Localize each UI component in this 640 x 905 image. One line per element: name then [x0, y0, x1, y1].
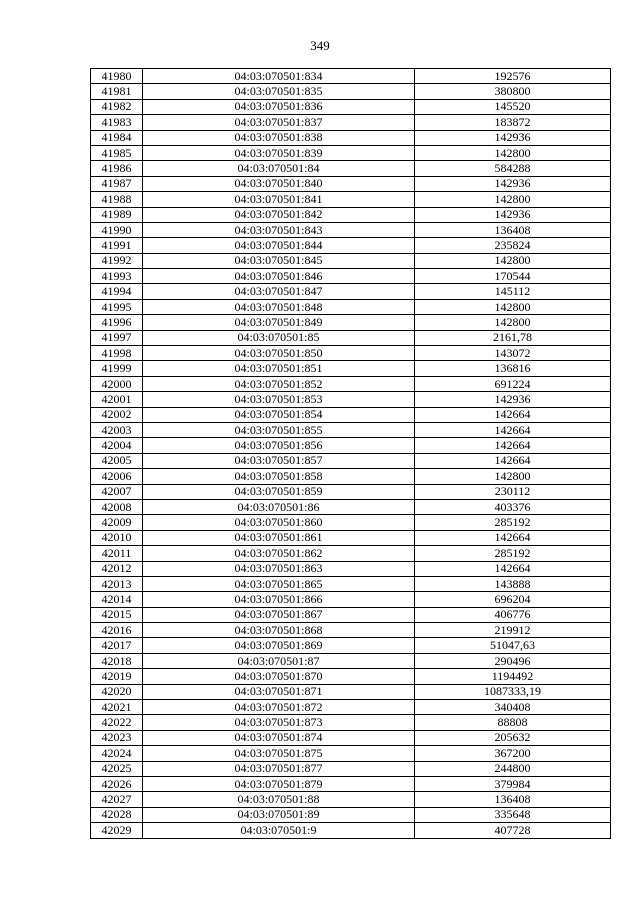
cadastral-number-cell: 04:03:070501:857 [143, 453, 415, 468]
table-row [91, 546, 611, 561]
value-cell: 145112 [415, 284, 611, 299]
cadastral-number-cell: 04:03:070501:834 [143, 69, 415, 84]
value-cell: 136408 [415, 222, 611, 237]
table-row [91, 715, 611, 730]
row-number-cell: 41992 [91, 253, 143, 268]
value-cell: 335648 [415, 807, 611, 822]
cadastral-number-cell: 04:03:070501:838 [143, 130, 415, 145]
cadastral-number-cell: 04:03:070501:9 [143, 823, 415, 838]
table-row [91, 407, 611, 422]
page-number: 349 [310, 38, 330, 53]
cadastral-number-cell: 04:03:070501:854 [143, 407, 415, 422]
value-cell: 142936 [415, 207, 611, 222]
cadastral-number-cell: 04:03:070501:88 [143, 792, 415, 807]
cadastral-number-cell: 04:03:070501:860 [143, 515, 415, 530]
table-row [91, 561, 611, 576]
table-row [91, 730, 611, 745]
value-cell: 340408 [415, 700, 611, 715]
table-row [91, 115, 611, 130]
table-row [91, 623, 611, 638]
table-row [91, 823, 611, 838]
value-cell: 192576 [415, 69, 611, 84]
value-cell: 691224 [415, 376, 611, 391]
value-cell: 183872 [415, 115, 611, 130]
row-number-cell: 42026 [91, 776, 143, 791]
row-number-cell: 41983 [91, 115, 143, 130]
cadastral-number-cell: 04:03:070501:870 [143, 669, 415, 684]
value-cell: 170544 [415, 269, 611, 284]
table-row [91, 761, 611, 776]
row-number-cell: 42028 [91, 807, 143, 822]
row-number-cell: 42018 [91, 653, 143, 668]
table-row [91, 515, 611, 530]
value-cell: 142936 [415, 392, 611, 407]
value-cell: 145520 [415, 99, 611, 114]
row-number-cell: 41994 [91, 284, 143, 299]
row-number-cell: 41998 [91, 346, 143, 361]
table-row [91, 269, 611, 284]
cadastral-number-cell: 04:03:070501:86 [143, 499, 415, 514]
table-row [91, 346, 611, 361]
value-cell: 136408 [415, 792, 611, 807]
row-number-cell: 42022 [91, 715, 143, 730]
row-number-cell: 42013 [91, 576, 143, 591]
cadastral-number-cell: 04:03:070501:841 [143, 192, 415, 207]
row-number-cell: 42014 [91, 592, 143, 607]
value-cell: 142664 [415, 530, 611, 545]
cadastral-number-cell: 04:03:070501:840 [143, 176, 415, 191]
cadastral-number-cell: 04:03:070501:866 [143, 592, 415, 607]
value-cell: 88808 [415, 715, 611, 730]
cadastral-number-cell: 04:03:070501:850 [143, 346, 415, 361]
cadastral-number-cell: 04:03:070501:837 [143, 115, 415, 130]
value-cell: 290496 [415, 653, 611, 668]
table-row [91, 638, 611, 653]
value-cell: 205632 [415, 730, 611, 745]
table-row [91, 161, 611, 176]
value-cell: 406776 [415, 607, 611, 622]
row-number-cell: 41981 [91, 84, 143, 99]
row-number-cell: 42003 [91, 422, 143, 437]
row-number-cell: 42016 [91, 623, 143, 638]
row-number-cell: 41991 [91, 238, 143, 253]
row-number-cell: 41986 [91, 161, 143, 176]
table-row [91, 807, 611, 822]
cadastral-number-cell: 04:03:070501:839 [143, 145, 415, 160]
value-cell: 142664 [415, 561, 611, 576]
table-row [91, 684, 611, 699]
row-number-cell: 41984 [91, 130, 143, 145]
table-row [91, 422, 611, 437]
row-number-cell: 41997 [91, 330, 143, 345]
table-row [91, 392, 611, 407]
table-row [91, 253, 611, 268]
value-cell: 230112 [415, 484, 611, 499]
row-number-cell: 42023 [91, 730, 143, 745]
row-number-cell: 42000 [91, 376, 143, 391]
cadastral-table [90, 68, 611, 839]
cadastral-number-cell: 04:03:070501:865 [143, 576, 415, 591]
row-number-cell: 42012 [91, 561, 143, 576]
table-row [91, 238, 611, 253]
table-row [91, 284, 611, 299]
value-cell: 143072 [415, 346, 611, 361]
cadastral-number-cell: 04:03:070501:873 [143, 715, 415, 730]
value-cell: 285192 [415, 515, 611, 530]
table-row [91, 192, 611, 207]
table-row [91, 130, 611, 145]
row-number-cell: 41999 [91, 361, 143, 376]
cadastral-number-cell: 04:03:070501:855 [143, 422, 415, 437]
value-cell: 380800 [415, 84, 611, 99]
value-cell: 142664 [415, 438, 611, 453]
table-row [91, 700, 611, 715]
cadastral-number-cell: 04:03:070501:856 [143, 438, 415, 453]
cadastral-number-cell: 04:03:070501:853 [143, 392, 415, 407]
cadastral-number-cell: 04:03:070501:87 [143, 653, 415, 668]
row-number-cell: 42001 [91, 392, 143, 407]
row-number-cell: 42002 [91, 407, 143, 422]
table-body [91, 69, 611, 839]
value-cell: 407728 [415, 823, 611, 838]
value-cell: 142800 [415, 469, 611, 484]
cadastral-number-cell: 04:03:070501:868 [143, 623, 415, 638]
row-number-cell: 41988 [91, 192, 143, 207]
value-cell: 1194492 [415, 669, 611, 684]
row-number-cell: 42005 [91, 453, 143, 468]
value-cell: 142664 [415, 407, 611, 422]
table-row [91, 330, 611, 345]
cadastral-number-cell: 04:03:070501:869 [143, 638, 415, 653]
value-cell: 142800 [415, 253, 611, 268]
value-cell: 1087333,19 [415, 684, 611, 699]
cadastral-number-cell: 04:03:070501:85 [143, 330, 415, 345]
row-number-cell: 41995 [91, 299, 143, 314]
cadastral-number-cell: 04:03:070501:844 [143, 238, 415, 253]
cadastral-number-cell: 04:03:070501:862 [143, 546, 415, 561]
table-row [91, 469, 611, 484]
value-cell: 51047,63 [415, 638, 611, 653]
value-cell: 142664 [415, 422, 611, 437]
row-number-cell: 41985 [91, 145, 143, 160]
table-row [91, 592, 611, 607]
row-number-cell: 42010 [91, 530, 143, 545]
cadastral-number-cell: 04:03:070501:877 [143, 761, 415, 776]
row-number-cell: 42027 [91, 792, 143, 807]
table-row [91, 792, 611, 807]
cadastral-number-cell: 04:03:070501:861 [143, 530, 415, 545]
row-number-cell: 42025 [91, 761, 143, 776]
table-row [91, 453, 611, 468]
cadastral-number-cell: 04:03:070501:849 [143, 315, 415, 330]
table-row [91, 484, 611, 499]
row-number-cell: 41989 [91, 207, 143, 222]
cadastral-number-cell: 04:03:070501:879 [143, 776, 415, 791]
table-row [91, 576, 611, 591]
cadastral-number-cell: 04:03:070501:842 [143, 207, 415, 222]
cadastral-number-cell: 04:03:070501:851 [143, 361, 415, 376]
table-row [91, 145, 611, 160]
row-number-cell: 41993 [91, 269, 143, 284]
value-cell: 244800 [415, 761, 611, 776]
cadastral-number-cell: 04:03:070501:84 [143, 161, 415, 176]
value-cell: 285192 [415, 546, 611, 561]
value-cell: 136816 [415, 361, 611, 376]
row-number-cell: 42011 [91, 546, 143, 561]
row-number-cell: 42009 [91, 515, 143, 530]
value-cell: 219912 [415, 623, 611, 638]
row-number-cell: 41996 [91, 315, 143, 330]
value-cell: 235824 [415, 238, 611, 253]
table-row [91, 361, 611, 376]
table-row [91, 653, 611, 668]
table-row [91, 438, 611, 453]
value-cell: 696204 [415, 592, 611, 607]
cadastral-number-cell: 04:03:070501:852 [143, 376, 415, 391]
value-cell: 143888 [415, 576, 611, 591]
cadastral-number-cell: 04:03:070501:848 [143, 299, 415, 314]
row-number-cell: 42019 [91, 669, 143, 684]
table-row [91, 99, 611, 114]
cadastral-number-cell: 04:03:070501:835 [143, 84, 415, 99]
cadastral-number-cell: 04:03:070501:859 [143, 484, 415, 499]
value-cell: 142800 [415, 192, 611, 207]
cadastral-number-cell: 04:03:070501:872 [143, 700, 415, 715]
table-row [91, 315, 611, 330]
row-number-cell: 41990 [91, 222, 143, 237]
cadastral-number-cell: 04:03:070501:871 [143, 684, 415, 699]
row-number-cell: 42021 [91, 700, 143, 715]
row-number-cell: 42020 [91, 684, 143, 699]
row-number-cell: 42017 [91, 638, 143, 653]
value-cell: 142800 [415, 145, 611, 160]
cadastral-number-cell: 04:03:070501:863 [143, 561, 415, 576]
table-row [91, 499, 611, 514]
value-cell: 142800 [415, 315, 611, 330]
table-row [91, 84, 611, 99]
row-number-cell: 42006 [91, 469, 143, 484]
cadastral-number-cell: 04:03:070501:843 [143, 222, 415, 237]
cadastral-number-cell: 04:03:070501:875 [143, 746, 415, 761]
row-number-cell: 42004 [91, 438, 143, 453]
row-number-cell: 41987 [91, 176, 143, 191]
table-row [91, 376, 611, 391]
row-number-cell: 42029 [91, 823, 143, 838]
cadastral-number-cell: 04:03:070501:845 [143, 253, 415, 268]
row-number-cell: 41982 [91, 99, 143, 114]
table-row [91, 176, 611, 191]
cadastral-number-cell: 04:03:070501:874 [143, 730, 415, 745]
value-cell: 379984 [415, 776, 611, 791]
table-row [91, 776, 611, 791]
cadastral-number-cell: 04:03:070501:847 [143, 284, 415, 299]
table-row [91, 746, 611, 761]
table-row [91, 669, 611, 684]
value-cell: 403376 [415, 499, 611, 514]
value-cell: 142664 [415, 453, 611, 468]
table-row [91, 69, 611, 84]
table-row [91, 607, 611, 622]
value-cell: 367200 [415, 746, 611, 761]
cadastral-number-cell: 04:03:070501:858 [143, 469, 415, 484]
cadastral-number-cell: 04:03:070501:867 [143, 607, 415, 622]
table-row [91, 207, 611, 222]
cadastral-number-cell: 04:03:070501:89 [143, 807, 415, 822]
row-number-cell: 41980 [91, 69, 143, 84]
row-number-cell: 42008 [91, 499, 143, 514]
row-number-cell: 42024 [91, 746, 143, 761]
table-row [91, 530, 611, 545]
cadastral-number-cell: 04:03:070501:846 [143, 269, 415, 284]
table-row [91, 299, 611, 314]
value-cell: 2161,78 [415, 330, 611, 345]
cadastral-number-cell: 04:03:070501:836 [143, 99, 415, 114]
row-number-cell: 42007 [91, 484, 143, 499]
value-cell: 142800 [415, 299, 611, 314]
value-cell: 142936 [415, 176, 611, 191]
value-cell: 584288 [415, 161, 611, 176]
row-number-cell: 42015 [91, 607, 143, 622]
table-row [91, 222, 611, 237]
value-cell: 142936 [415, 130, 611, 145]
